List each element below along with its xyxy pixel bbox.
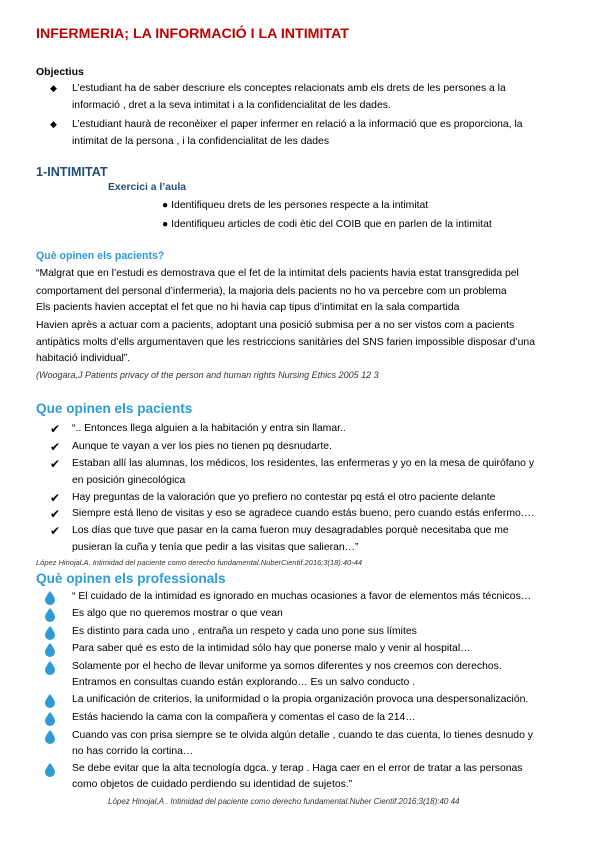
quote-line: Havien après a actuar com a pacients, adoptant una posició submisa per a no ser vistos com a pacients: [36, 320, 515, 331]
checkmark-icon: ✔: [50, 491, 61, 505]
professional-quote-line: Es algo que no queremos mostrar o que vean: [72, 608, 283, 619]
patient-quote-line: en posición ginecológica: [72, 475, 186, 486]
patient-quote-line: Los días que tuve que pasar en la cama fueron muy desagradables porquè necesitaba que me: [72, 525, 509, 536]
objective-line: informació , dret a la seva intimitat i a la confidencialitat de les dades.: [72, 100, 391, 111]
water-drop-icon: [44, 591, 56, 605]
exercise-item-text: Identifiqueu drets de les persones respecte a la intimitat: [171, 200, 429, 211]
professional-quote-line: Se debe evitar que la alta tecnología dgca. y terap . Haga caer en el error de tratar a las personas: [72, 763, 523, 774]
page-title: INFERMERIA; LA INFORMACIÓ I LA INTIMITAT: [36, 26, 349, 42]
water-drop-icon: [44, 643, 56, 657]
patient-quote-line: Siempre está lleno de visitas y eso se agradece cuando estás bueno, pero cuando estás enfermo….: [72, 508, 535, 519]
professional-quote-line: Entramos en consultas cuando están explorando… Es un salvo conducto .: [72, 677, 416, 688]
diamond-icon: ◆: [50, 83, 57, 93]
patient-quote-line: “.. Entonces llega alguien a la habitación y entra sin llamar..: [72, 423, 346, 434]
water-drop-icon: [44, 661, 56, 675]
checkmark-icon: ✔: [50, 457, 61, 471]
exercise-item-text: Identifiqueu articles de codi ètic del COIB que en parlen de la intimitat: [171, 219, 492, 230]
water-drop-icon: [44, 694, 56, 708]
reference: López Hinojal,A. Intimidad del paciente como derecho fundamental.NuberCientif.2016;3(18):40-44: [36, 558, 363, 567]
checkmark-icon: ✔: [50, 422, 61, 436]
professional-quote-line: La unificación de criterios, la uniformidad o la propia organización provoca una despersonalización.: [72, 694, 529, 705]
professional-quote-line: no has corrido la cortina…: [72, 746, 194, 757]
objective-line: L’estudiant haurà de reconèixer el paper infermer en relació a la informació que es proporciona, la: [72, 119, 523, 130]
water-drop-icon: [44, 626, 56, 640]
quote-line: comportament del personal d’infermeria), la majoria dels pacients no ho va percebre com un problema: [36, 286, 507, 297]
objective-line: intimitat de la persona , i la confidencialitat de les dades: [72, 136, 330, 147]
checkmark-icon: ✔: [50, 524, 61, 538]
patient-quote-line: Estaban allí las alumnas, los médicos, los residentes, las enfermeras y yo en la mesa de quirófano y: [72, 458, 535, 469]
water-drop-icon: [44, 730, 56, 744]
patient-quote-line: Aunque te vayan a ver los pies no tienen pq desnudarte.: [72, 441, 332, 452]
reference: (Woogara,J Patients privacy of the person and human rights Nursing Ethics 2005 12 3: [36, 370, 379, 380]
professional-quote-line: Estás haciendo la cama con la compañera y comentas el caso de la 214…: [72, 712, 416, 723]
bullet-dot-icon: ●: [162, 200, 169, 211]
pacients-heading: Que opinen els pacients: [36, 401, 193, 416]
professionals-heading: Què opinen els professionals: [36, 571, 226, 586]
patient-quote-line: pusieran la cuña y tenía que pedir a las visitas que salieran…”: [72, 542, 359, 553]
professional-quote-line: como objetos de cuidado perdiendo su identidad de sujetos.”: [72, 779, 353, 790]
professional-quote-line: “ El cuidado de la intimidad es ignorado en muchas ocasiones a favor de elementos más técnicos…: [72, 591, 532, 602]
diamond-icon: ◆: [50, 119, 57, 129]
patient-quote-line: Hay preguntas de la valoración que yo prefiero no contestar pq está el otro paciente delante: [72, 492, 496, 503]
checkmark-icon: ✔: [50, 440, 61, 454]
professional-quote-line: Cuando vas con prisa siempre se te olvida algún detalle , cuando te das cuenta, lo tienes desnudo y: [72, 730, 533, 741]
professional-quote-line: Para saber qué es esto de la intimidad sólo hay que ponerse malo y venir al hospital…: [72, 643, 471, 654]
bullet-dot-icon: ●: [162, 219, 169, 230]
exercise-heading: Exercici a l’aula: [108, 182, 186, 193]
water-drop-icon: [44, 763, 56, 777]
quote-line: antipàtics molts d’ells argumentaven que les restriccions sanitàries del SNS farien impossible disposar d’una: [36, 337, 535, 348]
section-heading-intimitat: 1-INTIMITAT: [36, 165, 108, 179]
quote-line: Els pacients havien acceptat el fet que no hi havia cap tipus d’intimitat en la sala compartida: [36, 302, 460, 313]
professional-quote-line: Es distinto para cada uno , entraña un respeto y cada uno pone sus límites: [72, 626, 417, 637]
reference: López Hinojal,A . Intimidad del paciente como derecho fundamental.Nuber Cientif.2016;3(18):40 44: [108, 797, 460, 806]
pacients-question-heading: Què opinen els pacients?: [36, 250, 165, 262]
objective-line: L’estudiant ha de saber descriure els conceptes relacionats amb els drets de les persones a la: [72, 83, 506, 94]
objectius-heading: Objectius: [36, 66, 84, 78]
water-drop-icon: [44, 712, 56, 726]
exercise-item: [162, 219, 492, 230]
water-drop-icon: [44, 608, 56, 622]
quote-line: habitació individual”.: [36, 353, 131, 364]
checkmark-icon: ✔: [50, 507, 61, 521]
professional-quote-line: Solamente por el hecho de llevar uniforme ya somos diferentes y nos creemos con derechos.: [72, 661, 502, 672]
exercise-item: [162, 200, 428, 211]
quote-line: “Malgrat que en l’estudi es demostrava que el fet de la intimitat dels pacients havia estat transgredida pel: [36, 268, 519, 279]
